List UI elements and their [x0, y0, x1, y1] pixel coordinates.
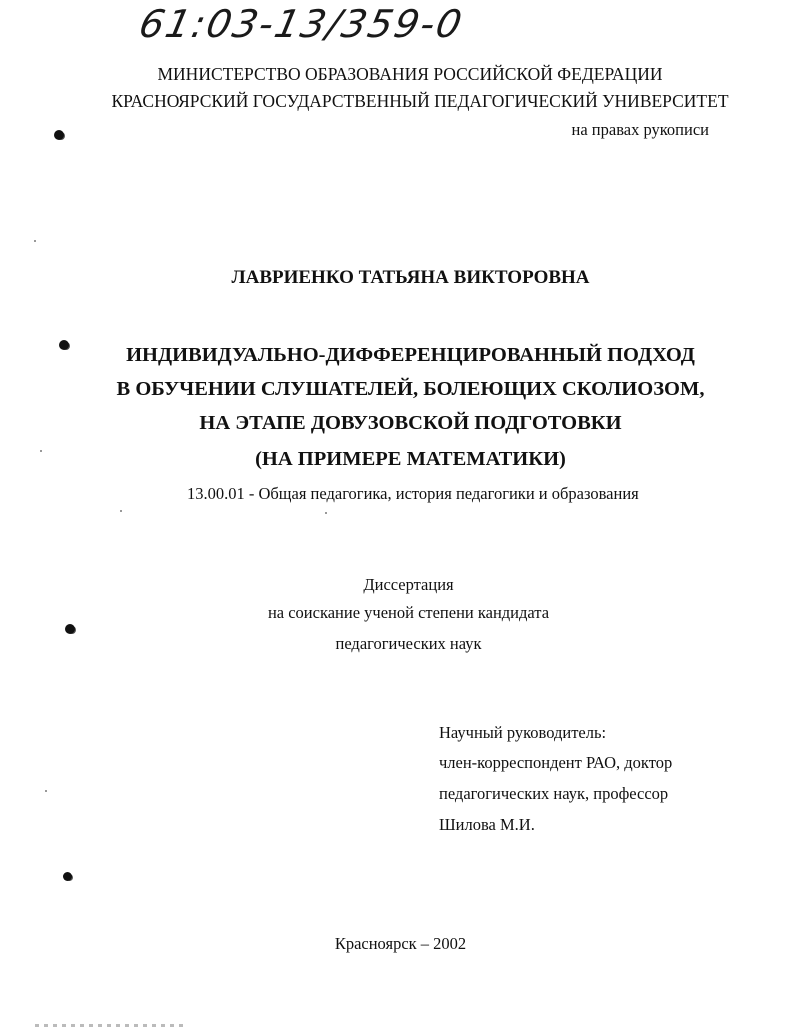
university-heading: КРАСНОЯРСКИЙ ГОСУДАРСТВЕННЫЙ ПЕДАГОГИЧЕСКИЙ УНИВЕРСИТЕТ	[111, 91, 729, 111]
scan-edge-marks	[35, 1024, 185, 1027]
scan-speck	[325, 512, 327, 514]
title-line: НА ЭТАПЕ ДОВУЗОВСКОЙ ПОДГОТОВКИ	[199, 412, 622, 434]
binder-hole-icon	[63, 872, 72, 881]
manuscript-note: на правах рукописи	[571, 120, 709, 139]
title-line: ИНДИВИДУАЛЬНО-ДИФФЕРЕНЦИРОВАННЫЙ ПОДХОД	[126, 344, 695, 366]
supervisor-line: педагогических наук, профессор	[439, 784, 669, 803]
scan-speck	[40, 450, 42, 452]
title-line: (НА ПРИМЕРЕ МАТЕМАТИКИ)	[255, 448, 566, 470]
handwritten-archive-number: 61:03-13/359-0	[135, 2, 468, 46]
degree-line: на соискание ученой степени кандидата	[267, 603, 550, 622]
supervisor-line: Шилова М.И.	[439, 815, 535, 834]
title-line: В ОБУЧЕНИИ СЛУШАТЕЛЕЙ, БОЛЕЮЩИХ СКОЛИОЗОМ,	[116, 378, 705, 400]
author-name: ЛАВРИЕНКО ТАТЬЯНА ВИКТОРОВНА	[231, 267, 590, 288]
scan-speck	[34, 240, 36, 242]
binder-hole-icon	[65, 624, 75, 634]
supervisor-line: Научный руководитель:	[439, 723, 607, 742]
supervisor-line: член-корреспондент РАО, доктор	[439, 753, 673, 772]
specialty-code: 13.00.01 - Общая педагогика, история педагогики и образования	[187, 484, 639, 503]
ministry-heading: МИНИСТЕРСТВО ОБРАЗОВАНИЯ РОССИЙСКОЙ ФЕДЕРАЦИИ	[157, 64, 663, 84]
degree-line: педагогических наук	[335, 634, 482, 653]
place-and-year: Красноярск – 2002	[334, 934, 467, 953]
binder-hole-icon	[59, 340, 69, 350]
degree-line: Диссертация	[363, 575, 454, 594]
scan-speck	[45, 790, 47, 792]
binder-hole-icon	[54, 130, 64, 140]
scan-speck	[120, 510, 122, 512]
